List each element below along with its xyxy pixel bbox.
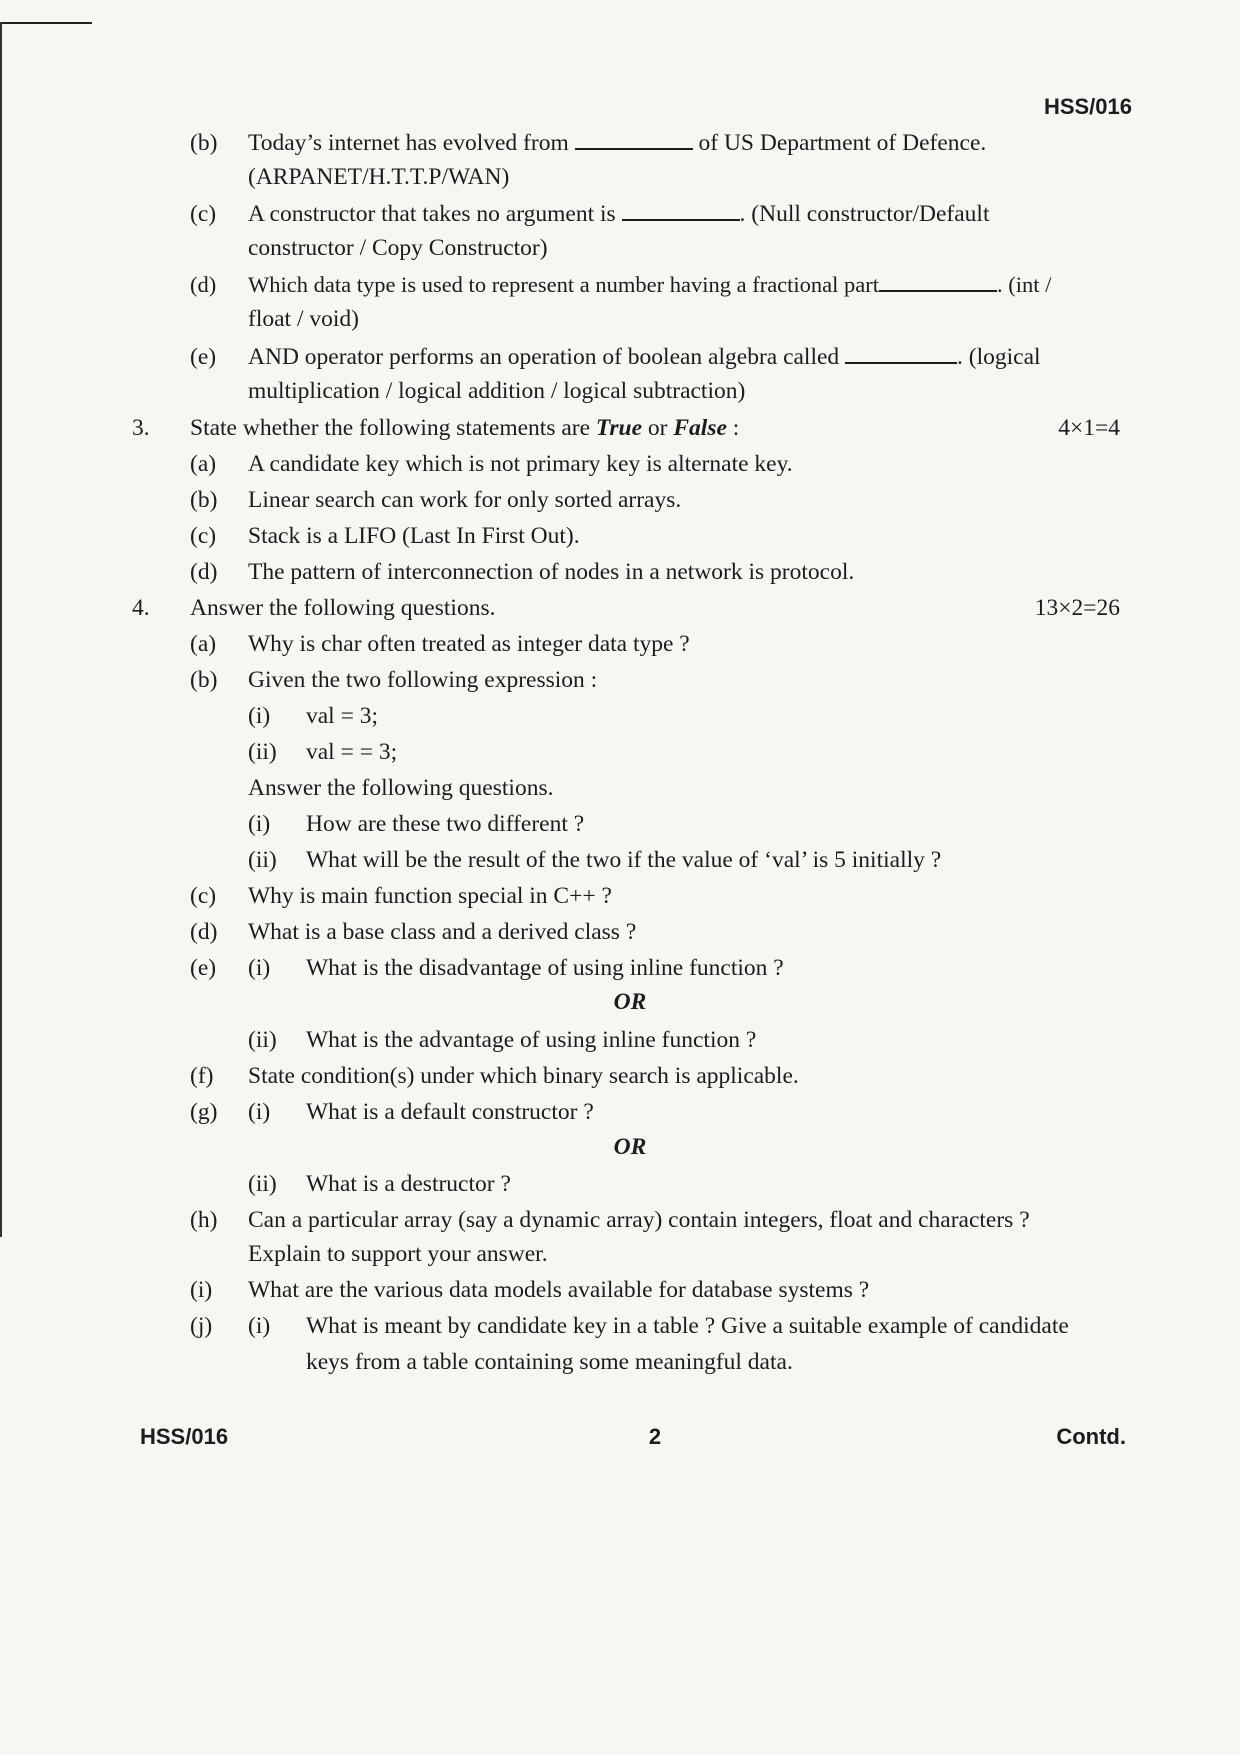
q4e-i-text: What is the disadvantage of using inline function ? bbox=[306, 955, 784, 981]
q2b-blank bbox=[575, 130, 693, 150]
q3-colon: : bbox=[732, 415, 740, 441]
q2e-label: (e) bbox=[190, 344, 217, 370]
q4d-label: (d) bbox=[190, 919, 218, 945]
q2d-text-b: . (int / bbox=[997, 272, 1052, 297]
q4i-label: (i) bbox=[190, 1277, 213, 1303]
corner-rule bbox=[0, 22, 92, 24]
q2c-label: (c) bbox=[190, 201, 217, 227]
q4i-text: What are the various data models available for database systems ? bbox=[248, 1277, 870, 1303]
q4b-sub2-text: What will be the result of the two if the value of ‘val’ is 5 initially ? bbox=[306, 847, 942, 873]
q2e-text-a: AND operator performs an operation of boolean algebra called bbox=[248, 344, 840, 370]
q3b-text: Linear search can work for only sorted arrays. bbox=[248, 487, 682, 513]
q3-false-word: False bbox=[673, 415, 727, 441]
page-header-code: HSS/016 bbox=[1043, 94, 1132, 119]
q3a-label: (a) bbox=[190, 451, 217, 477]
q4c-label: (c) bbox=[190, 883, 217, 909]
q4e-ii-text: What is the advantage of using inline function ? bbox=[306, 1027, 757, 1053]
q4e-label: (e) bbox=[190, 955, 217, 981]
q2d-text-a: Which data type is used to represent a number having a fractional part bbox=[248, 272, 880, 297]
q4b-sub1-label: (i) bbox=[248, 811, 271, 837]
margin-rule bbox=[0, 22, 2, 1237]
q4b-expr2-label: (ii) bbox=[248, 739, 277, 765]
q4a-text: Why is char often treated as integer data type ? bbox=[248, 631, 690, 657]
q4g-ii-text: What is a destructor ? bbox=[306, 1171, 511, 1197]
q3d-label: (d) bbox=[190, 559, 218, 585]
footer-code: HSS/016 bbox=[140, 1424, 229, 1449]
q4-text: Answer the following questions. bbox=[190, 595, 496, 621]
q2d-blank bbox=[879, 272, 997, 292]
q4b-expr1-label: (i) bbox=[248, 703, 271, 729]
q2c-text-b: . (Null constructor/Default bbox=[739, 201, 990, 227]
q2b-text-a: Today’s internet has evolved from bbox=[248, 130, 569, 156]
q4g-label: (g) bbox=[190, 1099, 218, 1125]
q4h-text-2: Explain to support your answer. bbox=[248, 1241, 548, 1267]
q2b-text-b: of US Department of Defence. bbox=[698, 130, 987, 156]
q2e-text-b: . (logical bbox=[957, 344, 1041, 370]
q4-marks: 13×2=26 bbox=[1034, 595, 1120, 621]
q4j-text-1: What is meant by candidate key in a table ? Give a suitable example of candidate bbox=[306, 1313, 1069, 1339]
q4a-label: (a) bbox=[190, 631, 217, 657]
q2e-blank bbox=[845, 344, 957, 364]
q2b-options: (ARPANET/H.T.T.P/WAN) bbox=[248, 164, 510, 190]
q4b-sub2-label: (ii) bbox=[248, 847, 277, 873]
q4e-ii-label: (ii) bbox=[248, 1027, 277, 1053]
q4g-i-text: What is a default constructor ? bbox=[306, 1099, 594, 1125]
q4e-i-label: (i) bbox=[248, 955, 271, 981]
q3-number: 3. bbox=[132, 415, 150, 441]
q4c-text: Why is main function special in C++ ? bbox=[248, 883, 612, 909]
q4f-text: State condition(s) under which binary search is applicable. bbox=[248, 1063, 799, 1089]
q2e-options: multiplication / logical addition / logical subtraction) bbox=[248, 378, 746, 404]
q4b-text: Given the two following expression : bbox=[248, 667, 598, 693]
q3a-text: A candidate key which is not primary key is alternate key. bbox=[248, 451, 793, 477]
q3-text: State whether the following statements are bbox=[190, 415, 591, 441]
q4j-i-label: (i) bbox=[248, 1313, 271, 1339]
q4g-i-label: (i) bbox=[248, 1099, 271, 1125]
q4b-expr1-text: val = 3; bbox=[306, 703, 378, 729]
q4f-label: (f) bbox=[190, 1063, 214, 1089]
q4h-text-1: Can a particular array (say a dynamic array) contain integers, float and characters ? bbox=[248, 1207, 1030, 1233]
q2c-text-a: A constructor that takes no argument is bbox=[248, 201, 616, 227]
q3-marks: 4×1=4 bbox=[1058, 415, 1120, 441]
q2c-blank bbox=[622, 201, 740, 221]
q2d-options: float / void) bbox=[248, 306, 359, 332]
q4b-sub1-text: How are these two different ? bbox=[306, 811, 585, 837]
q3c-label: (c) bbox=[190, 523, 217, 549]
q4j-label: (j) bbox=[190, 1313, 213, 1339]
q4g-ii-label: (ii) bbox=[248, 1171, 277, 1197]
q2d-label: (d) bbox=[190, 272, 217, 297]
q4g-or: OR bbox=[613, 1134, 647, 1160]
q4b-expr2-text: val = = 3; bbox=[306, 739, 398, 765]
footer-page-number: 2 bbox=[648, 1424, 662, 1449]
q4d-text: What is a base class and a derived class ? bbox=[248, 919, 637, 945]
q4-number: 4. bbox=[132, 595, 150, 621]
q4b-instruction: Answer the following questions. bbox=[248, 775, 554, 801]
footer-contd: Contd. bbox=[1056, 1424, 1126, 1449]
q4j-text-2: keys from a table containing some meaningful data. bbox=[306, 1349, 793, 1375]
q2b-label: (b) bbox=[190, 130, 218, 156]
q3d-text: The pattern of interconnection of nodes in a network is protocol. bbox=[248, 559, 855, 585]
q3-or-word: or bbox=[647, 415, 668, 441]
q4h-label: (h) bbox=[190, 1207, 218, 1233]
q3b-label: (b) bbox=[190, 487, 218, 513]
q4e-or: OR bbox=[613, 989, 647, 1015]
q2c-options: constructor / Copy Constructor) bbox=[248, 235, 548, 261]
q4b-label: (b) bbox=[190, 667, 218, 693]
q3c-text: Stack is a LIFO (Last In First Out). bbox=[248, 523, 580, 549]
q3-true-word: True bbox=[595, 415, 643, 441]
